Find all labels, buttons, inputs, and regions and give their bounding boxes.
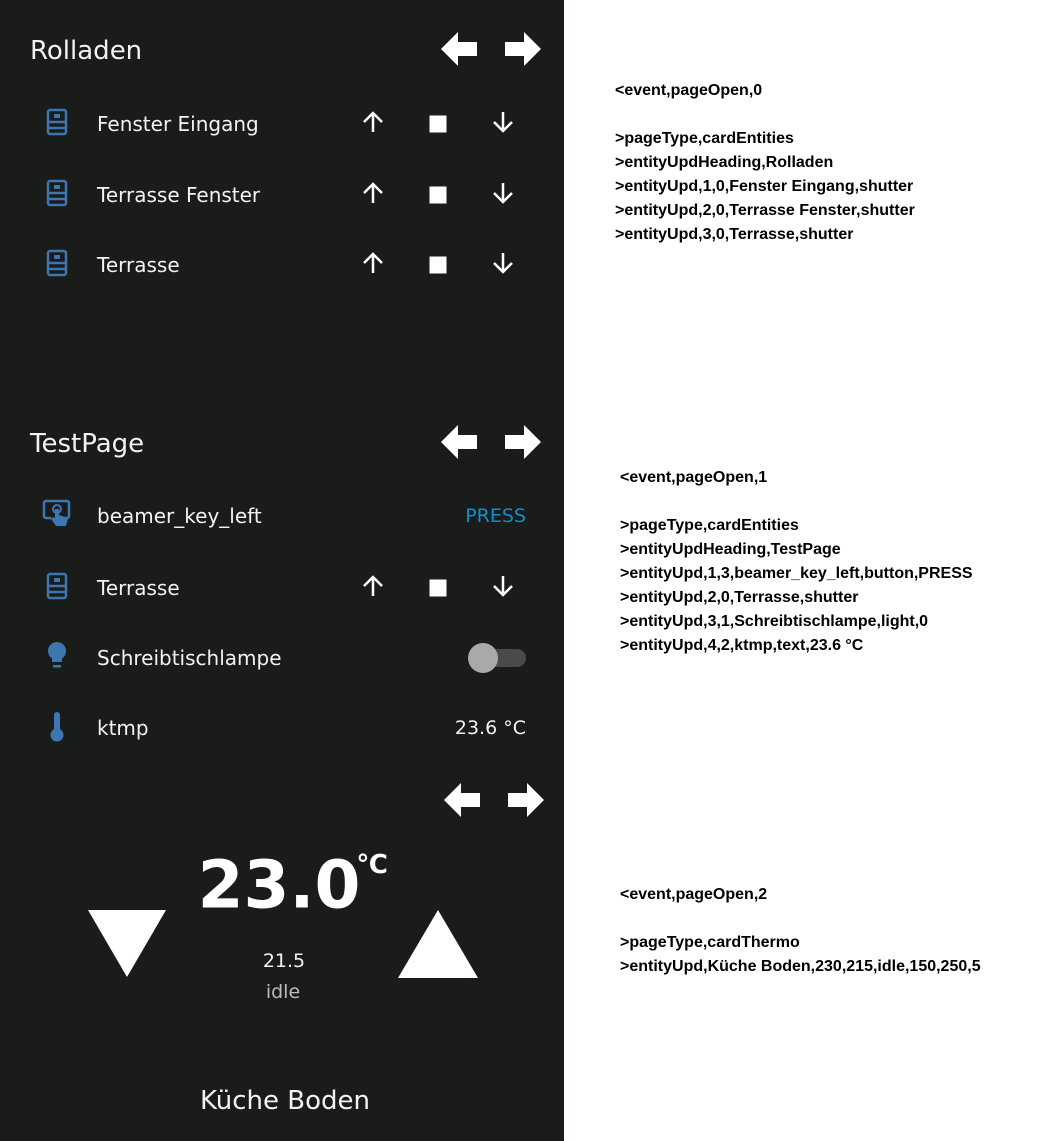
log-line: >entityUpd,1,3,beamer_key_left,button,PRESS [620, 565, 973, 582]
thermometer-icon [48, 710, 66, 746]
log-line: >entityUpd,3,1,Schreibtischlampe,light,0 [620, 613, 929, 630]
page-title: Rolladen [30, 36, 143, 66]
log-line [620, 490, 973, 514]
log-line [620, 907, 981, 931]
shutter-stop-button[interactable] [430, 580, 447, 597]
shutter-up-button[interactable] [361, 251, 385, 279]
entity-label: beamer_key_left [97, 504, 262, 528]
shutter-icon [46, 572, 68, 604]
entity-label: Terrasse [97, 253, 180, 277]
shutter-down-button[interactable] [491, 251, 515, 279]
button-icon [42, 499, 72, 533]
shutter-up-button[interactable] [361, 110, 385, 138]
log-line: <event,pageOpen,1 [620, 469, 768, 486]
current-temperature: 21.5 [262, 950, 306, 972]
prev-page-arrow-icon[interactable] [444, 783, 480, 821]
shutter-down-button[interactable] [491, 110, 515, 138]
thermostat-name: Küche Boden [200, 1086, 370, 1116]
prev-page-arrow-icon[interactable] [441, 32, 477, 70]
temp-up-button[interactable] [398, 910, 478, 978]
temperature-unit: ℃ [356, 850, 388, 880]
shutter-down-button[interactable] [491, 181, 515, 209]
log-line: >entityUpd,4,2,ktmp,text,23.6 °C [620, 637, 864, 654]
log-block-page0 [615, 79, 915, 247]
next-page-arrow-icon[interactable] [505, 32, 541, 70]
shutter-stop-button[interactable] [430, 116, 447, 133]
log-block-page1 [620, 466, 973, 658]
log-line: >entityUpd,3,0,Terrasse,shutter [615, 226, 854, 243]
shutter-up-button[interactable] [361, 181, 385, 209]
log-line: <event,pageOpen,0 [615, 82, 763, 99]
log-line: <event,pageOpen,2 [620, 886, 768, 903]
shutter-down-button[interactable] [491, 574, 515, 602]
next-page-arrow-icon[interactable] [508, 783, 544, 821]
log-line: >pageType,cardThermo [620, 934, 800, 951]
light-toggle[interactable] [468, 646, 526, 670]
entity-label: Terrasse Fenster [97, 183, 261, 207]
entity-label: Terrasse [97, 576, 180, 600]
log-line: >entityUpd,2,0,Terrasse,shutter [620, 589, 859, 606]
log-line: >entityUpdHeading,Rolladen [615, 154, 834, 171]
next-page-arrow-icon[interactable] [505, 425, 541, 463]
entity-label: Fenster Eingang [97, 112, 259, 136]
log-line: >entityUpdHeading,TestPage [620, 541, 841, 558]
log-block-page2 [620, 883, 981, 979]
press-button[interactable]: PRESS [465, 505, 526, 527]
page-title: TestPage [30, 429, 145, 459]
hvac-state: idle [265, 981, 301, 1003]
temp-down-button[interactable] [88, 910, 166, 977]
shutter-icon [46, 108, 68, 140]
set-temperature: 23.0 [197, 846, 361, 924]
log-line [615, 103, 915, 127]
prev-page-arrow-icon[interactable] [441, 425, 477, 463]
shutter-stop-button[interactable] [430, 257, 447, 274]
sensor-value: 23.6 °C [454, 717, 526, 739]
log-line: >entityUpd,Küche Boden,230,215,idle,150,250,5 [620, 958, 981, 975]
log-line: >pageType,cardEntities [620, 517, 799, 534]
log-line: >entityUpd,1,0,Fenster Eingang,shutter [615, 178, 914, 195]
shutter-icon [46, 249, 68, 281]
light-icon [46, 641, 68, 675]
shutter-up-button[interactable] [361, 574, 385, 602]
log-line: >pageType,cardEntities [615, 130, 794, 147]
entity-label: ktmp [97, 716, 149, 740]
entity-label: Schreibtischlampe [97, 646, 282, 670]
shutter-stop-button[interactable] [430, 187, 447, 204]
shutter-icon [46, 179, 68, 211]
log-line: >entityUpd,2,0,Terrasse Fenster,shutter [615, 202, 915, 219]
toggle-knob [468, 643, 498, 673]
